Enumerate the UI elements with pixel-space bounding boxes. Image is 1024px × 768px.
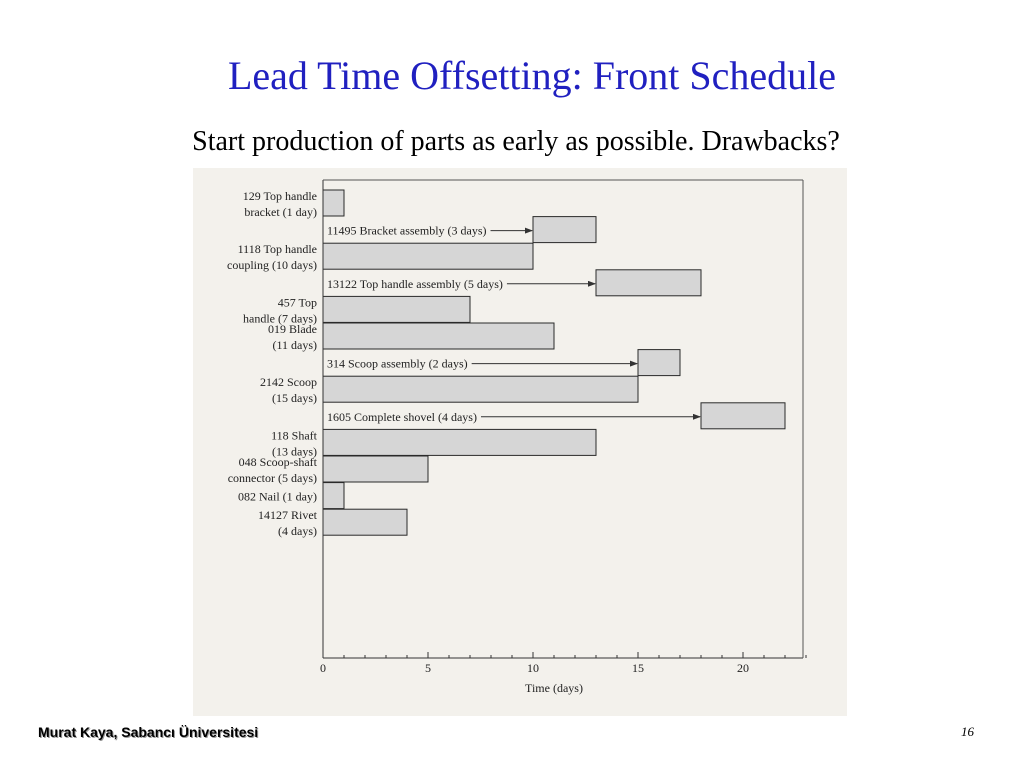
slide-title: Lead Time Offsetting: Front Schedule [227, 53, 837, 98]
assembly-label: 11495 Bracket assembly (3 days) [327, 223, 487, 238]
part-label: 1118 Top handle [237, 242, 317, 257]
part-bar [323, 190, 344, 216]
part-bar [323, 456, 428, 482]
part-label: connector (5 days) [227, 471, 317, 485]
part-label: 082 Nail (1 day) [238, 489, 317, 504]
part-bar [323, 296, 470, 322]
part-label: 457 Top [277, 295, 317, 310]
assembly-bar [596, 270, 701, 296]
footer-author: Murat Kaya, Sabancı Üniversitesi [38, 724, 259, 740]
assembly-label: 13122 Top handle assembly (5 days) [327, 276, 503, 291]
part-label: (13 days) [272, 444, 317, 459]
part-bar [323, 483, 344, 509]
gantt-chart [193, 168, 847, 716]
assembly-bar [533, 217, 596, 243]
part-label: coupling (10 days) [227, 258, 317, 273]
x-tick-label: 5 [425, 661, 431, 675]
part-label: bracket (1 day) [244, 205, 317, 219]
part-label: 048 Scoop-shaft [238, 455, 317, 469]
part-bar [323, 243, 533, 269]
x-tick-label: 20 [737, 661, 749, 675]
part-bar [323, 376, 638, 402]
part-label: (4 days) [278, 524, 317, 539]
part-label: 129 Top handle [242, 189, 317, 203]
x-tick-label: 15 [632, 661, 644, 675]
page-number: 16 [961, 724, 974, 739]
x-axis-title: Time (days) [525, 681, 583, 695]
part-bar [323, 323, 554, 349]
part-label: 2142 Scoop [260, 375, 317, 390]
part-label: 019 Blade [268, 322, 317, 336]
assembly-bar [638, 350, 680, 376]
x-tick-label: 0 [320, 661, 326, 675]
slide-subtitle: Start production of parts as early as possible. Drawbacks? [192, 126, 840, 157]
x-tick-label: 10 [527, 661, 539, 675]
assembly-label: 314 Scoop assembly (2 days) [327, 356, 468, 371]
assembly-bar [701, 403, 785, 429]
part-label: (11 days) [272, 338, 317, 352]
part-label: 14127 Rivet [258, 508, 317, 523]
part-label: (15 days) [272, 391, 317, 406]
figure-panel [193, 168, 847, 716]
part-label: handle (7 days) [243, 311, 317, 326]
part-bar [323, 509, 407, 535]
part-label: 118 Shaft [271, 428, 317, 443]
assembly-label: 1605 Complete shovel (4 days) [327, 409, 477, 424]
part-bar [323, 429, 596, 455]
